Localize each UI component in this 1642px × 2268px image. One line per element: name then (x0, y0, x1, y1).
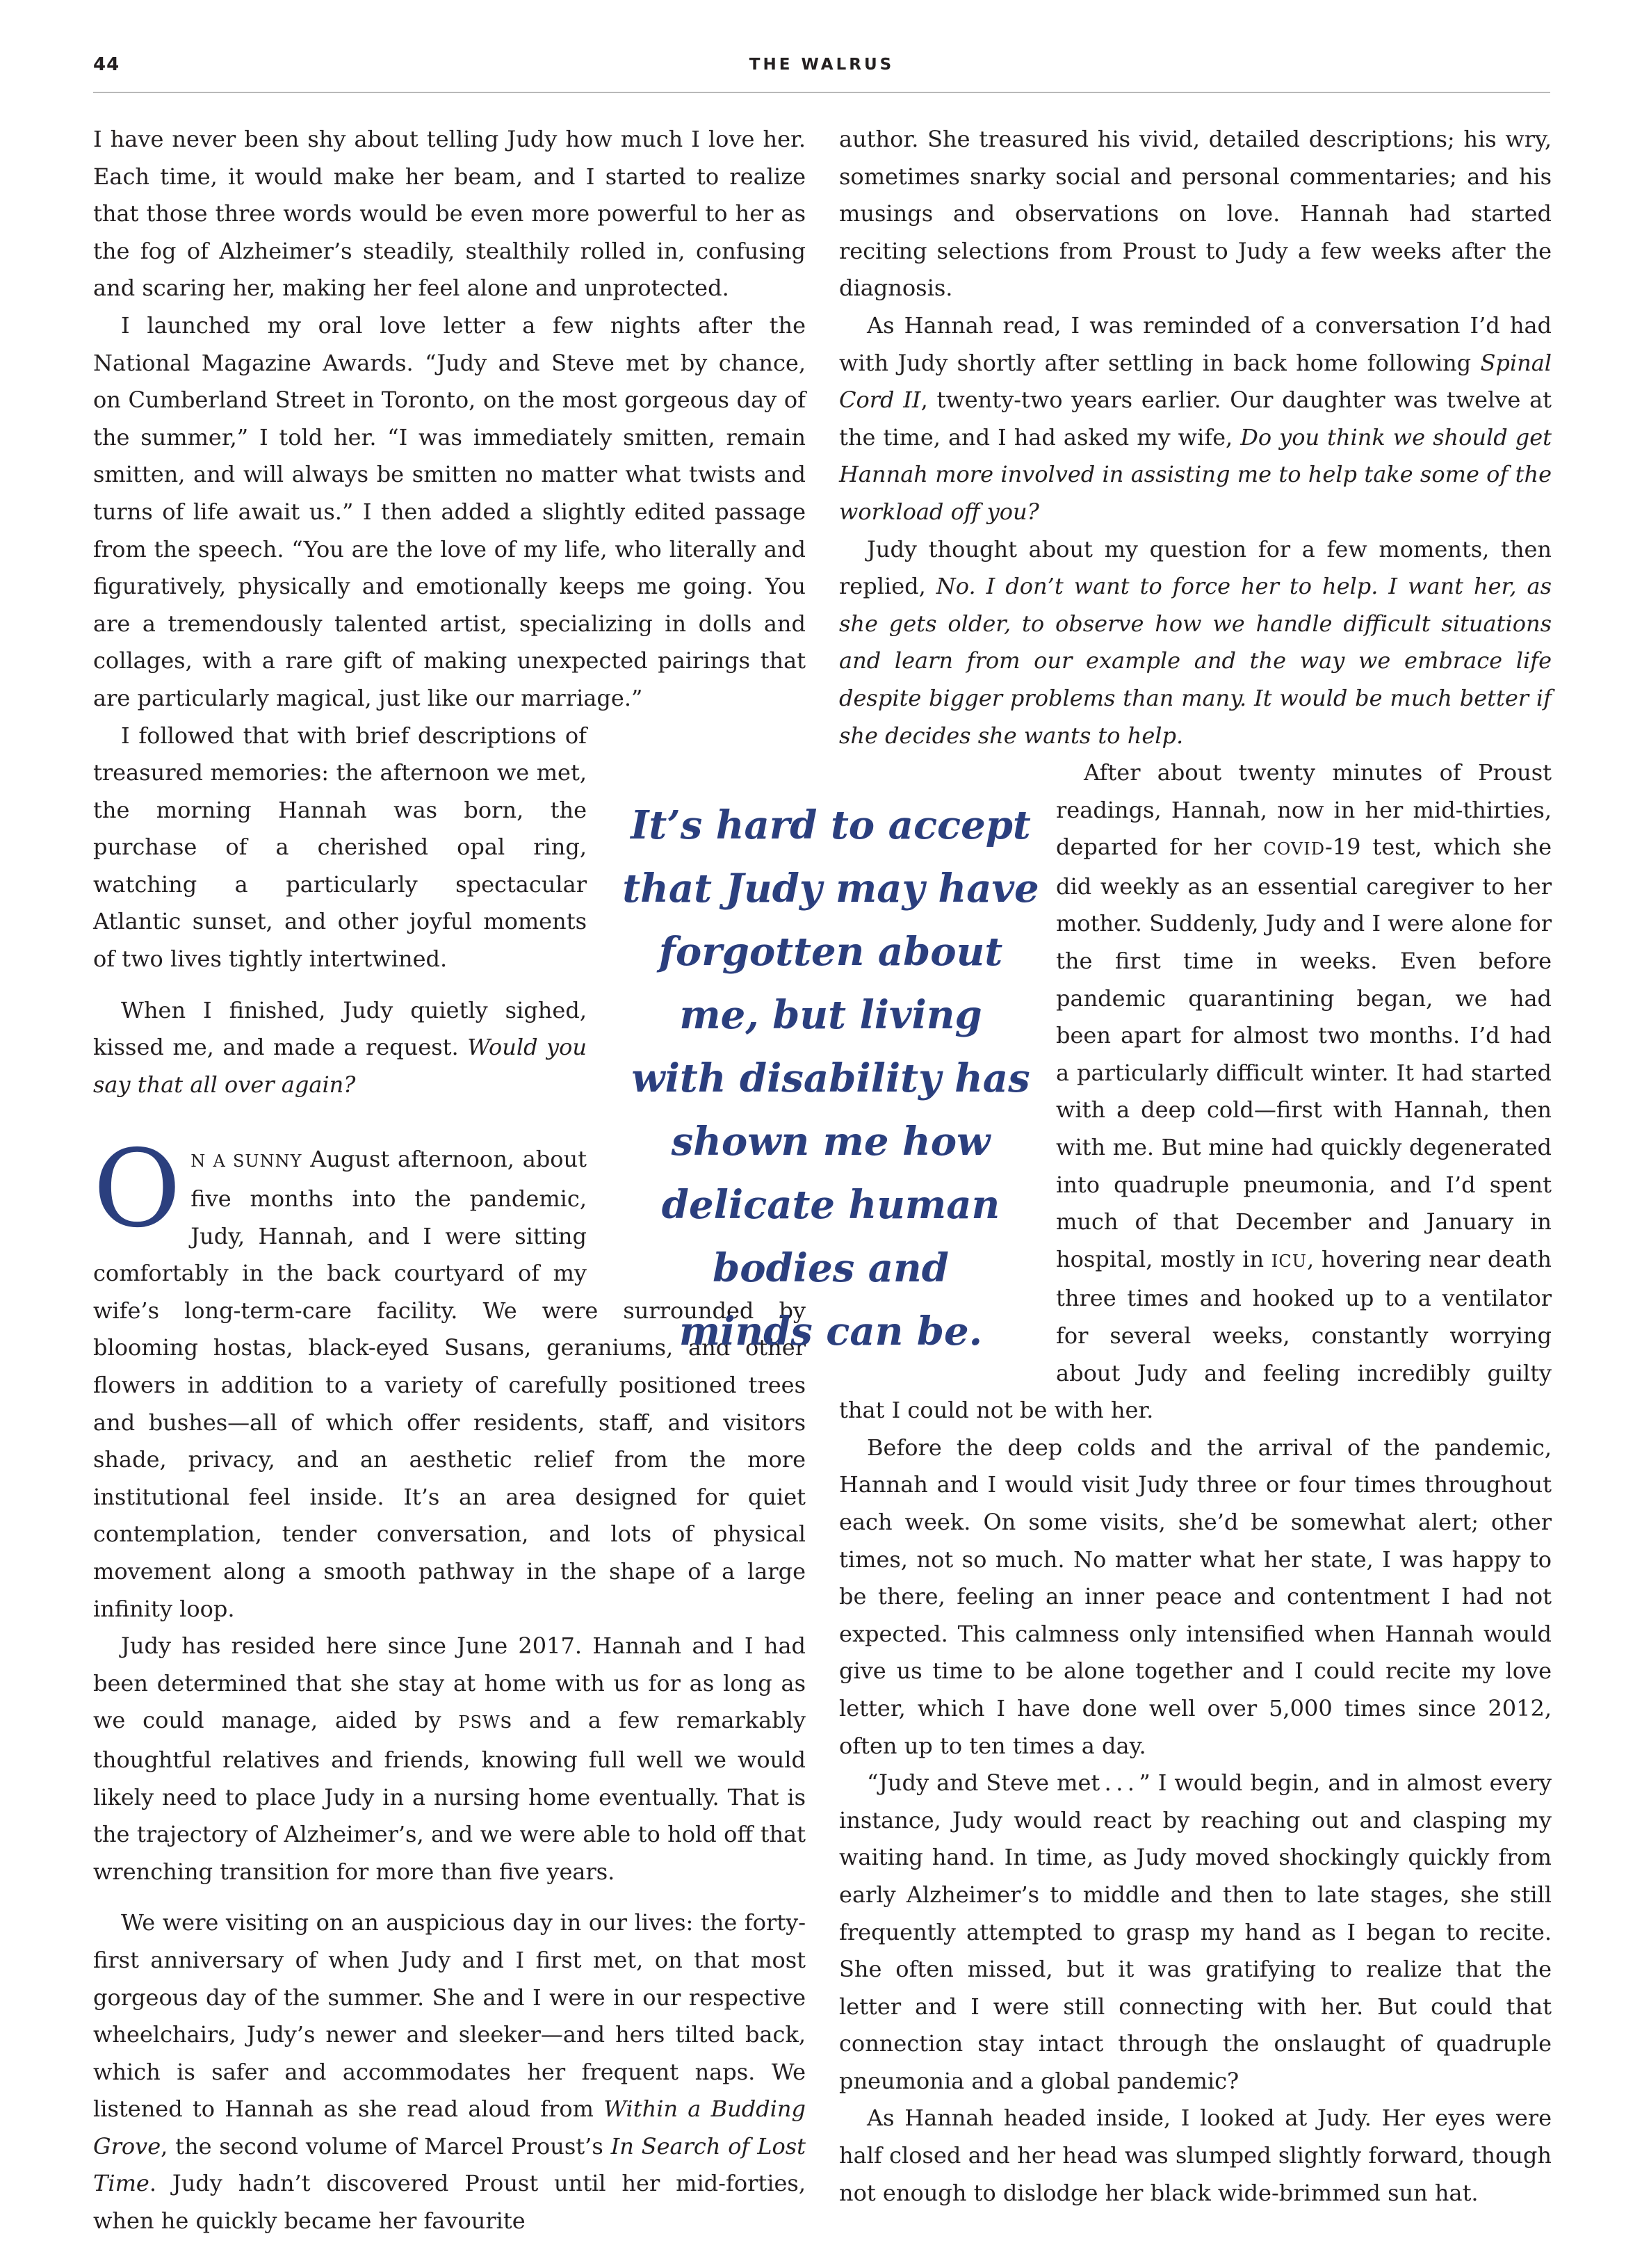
paragraph: I followed that with brief descriptions of treasured memories: the afternoon we met, the morning Hannah was born, the purchase of a cherished opal ring, watching a particularly spectacular Atlantic sunset, and other joyful moments of two lives tightly intertwined. (93, 722, 587, 973)
paragraph: I have never been shy about telling Judy how much I love her. Each time, it would make her beam, and I started to realize that those three words would be even more powerful to her as the fog of Alzheimer’s steadily, stealthily rolled in, confusing and scaring her, making her feel alone and unprotected. (93, 126, 806, 302)
pull-quote (612, 794, 1050, 1363)
pull-quote-line: It’s hard to accept (631, 802, 1031, 848)
pull-quote-line: shown me how (671, 1119, 991, 1165)
paragraph: As Hannah headed inside, I looked at Judy. Her eyes were half closed and her head was slumped slightly forward, though not enough to dislodge her black wide-brimmed sun hat. (839, 2105, 1552, 2206)
pull-quote-line: bodies and (713, 1245, 949, 1291)
paragraph: I launched my oral love letter a few nights after the National Magazine Awards. “Judy and Steve met by chance, on Cumberland Street in Toronto, on the most gorgeous day of the summer,” I told her. “I was immediately smitten, remain smitten, and will always be smitten no matter what twists and turns of life await us.” I then added a slightly edited passage from the speech. “You are the love of my life, who literally and figuratively, physically and emotionally keeps me going. You are a tremendously talented artist, specializing in dolls and collages, with a rare gift of making unexpected pairings that are particularly magical, just like our marriage.” (93, 311, 806, 711)
pull-quote-line: me, but living (679, 992, 982, 1038)
paragraph: ON A SUNNY August afternoon, about five months into the pandemic, Judy, Hannah, and I were sitting comfortably in the back courtyard of my wife’s long-term-care facility. We were surrounded by blooming hostas, black-eyed Susans, geraniums, and other flowers in addition to a variety of carefully positioned trees and bushes—all of which offer residents, staff, and visitors shade, privacy, and an aesthetic relief from the more institutional feel inside. It’s an area designed for quiet contemplation, tender conversation, and lots of physical movement along a smooth pathway in the shape of a large infinity loop. (93, 1127, 806, 1622)
page-number: 44 (93, 54, 120, 75)
pull-quote-line: minds can be. (678, 1309, 983, 1354)
magazine-name: THE WALRUS (749, 56, 895, 74)
paragraph: Before the deep colds and the arrival of the pandemic, Hannah and I would visit Judy three or four times throughout each week. On some visits, she’d be somewhat alert; other times, not so much. No matter what her state, I was happy to be there, feeling an inner peace and contentment I had not expected. This calmness only intensified when Hannah would give us time to be alone together and I could recite my love letter, which I have done well over 5,000 times since 2012, often up to ten times a day. (839, 1434, 1552, 1759)
paragraph: author. She treasured his vivid, detailed descriptions; his wry, sometimes snarky social and personal commentaries; and his musings and observations on love. Hannah had started reciting selections from Proust to Judy a few weeks after the diagnosis. (839, 126, 1552, 302)
paragraph: As Hannah read, I was reminded of a conversation I’d had with Judy shortly after settling in back home following Spinal Cord II, twenty-two years earlier. Our daughter was twelve at the time, and I had asked my wife, Do you think we should get Hannah more involved in assisting me to help take some of the workload off you? (839, 311, 1552, 525)
pull-quote-line: forgotten about (658, 929, 1003, 975)
drop-cap: O (93, 1127, 181, 1252)
pull-quote-line: that Judy may have (622, 866, 1039, 912)
paragraph: After about twenty minutes of Proust readings, Hannah, now in her mid-thirties, departed for her COVID-19 test, which she did weekly as an essential caregiver to her mother. Suddenly, Judy and I were alone for the first time in weeks. Even before pandemic quarantining began, we had been apart for almost two months. I’d had a particularly difficult winter. It had started with a deep cold—first with Hannah, then with me. But mine had quickly degenerated into quadruple pneumonia, and I’d spent much of that December and January in hospital, mostly in ICU, hovering near death three times and hooked up to a ventilator for several weeks, constantly worrying about Judy and feeling incredibly guilty that I could not be with her. (839, 759, 1552, 1424)
paragraph: Judy has resided here since June 2017. Hannah and I had been determined that she stay at home with us for as long as we could manage, aided by PSWs and a few remarkably thoughtful relatives and friends, knowing full well we would likely need to place Judy in a nursing home eventually. That is the trajectory of Alzheimer’s, and we were able to hold off that wrenching transition for more than five years. (93, 1633, 806, 1885)
pull-quote-line: delicate human (661, 1182, 1000, 1228)
paragraph: Judy thought about my question for a few moments, then replied, No. I don’t want to force her to help. I want her, as she gets older, to observe how we handle difficult situations and learn from our example and the way we embrace life despite bigger problems than many. It would be much better if she decides she wants to help. (839, 535, 1552, 749)
paragraph: We were visiting on an auspicious day in our lives: the forty-first anniversary of when Judy and I first met, on that most gorgeous day of the summer. She and I were in our respective wheelchairs, Judy’s newer and sleeker—and hers tilted back, which is safer and accommodates her frequent naps. We listened to Hannah as she read aloud from Within a Budding Grove, the second volume of Marcel Proust’s In Search of Lost Time. Judy hadn’t discovered Proust until her mid-forties, when he quickly became her favourite (93, 1909, 806, 2235)
paragraph: When I finished, Judy quietly sighed, kissed me, and made a request. Would you say that all over again? (93, 996, 587, 1098)
pull-quote-line: with disability has (631, 1055, 1030, 1101)
paragraph: “Judy and Steve met . . . ” I would begin, and in almost every instance, Judy would react by reaching out and clasping my waiting hand. In time, as Judy moved shockingly quickly from early Alzheimer’s to middle and then to late stages, she still frequently attempted to grasp my hand as I began to recite. She often missed, but it was gratifying to realize that the letter and I were still connecting with her. But could that connection stay intact through the onslaught of quadruple pneumonia and a global pandemic? (839, 1769, 1552, 2094)
running-header (93, 51, 1550, 93)
